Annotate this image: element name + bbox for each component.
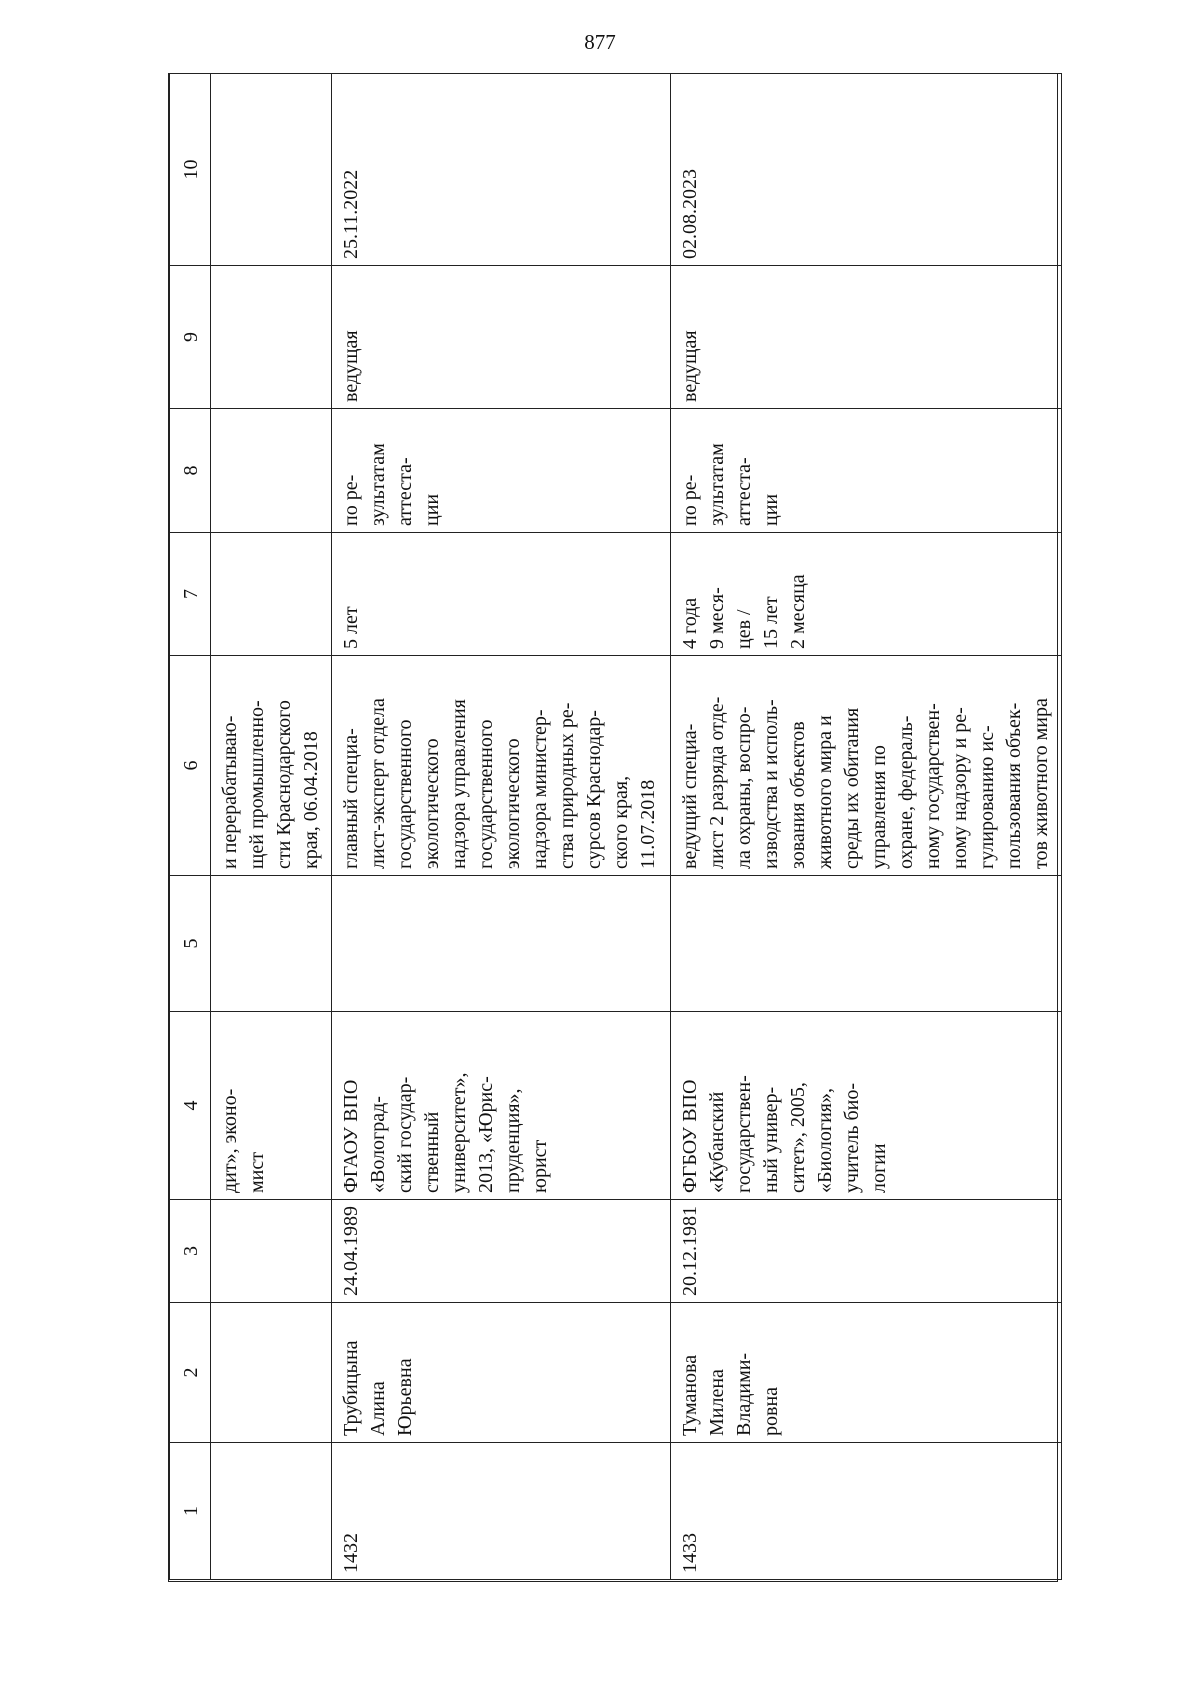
birth-date-cell: 24.04.1989 [332, 1200, 671, 1303]
experience-cell [332, 533, 671, 656]
basis-cell [671, 409, 1062, 533]
row-number-cell: 1433 [671, 1443, 1062, 1580]
column-5-cell [671, 876, 1062, 1012]
cell-line: ФГАОУ ВПО [340, 1079, 362, 1193]
cell-line: аттеста- [394, 457, 416, 526]
cell-line: по ре- [679, 474, 701, 526]
header-cell: 9 [170, 266, 211, 409]
date-cell: 25.11.2022 [332, 74, 671, 266]
cell-line: ному государствен- [922, 703, 944, 869]
cell-line: 2013, «Юрис- [475, 1076, 497, 1193]
cell-line: учитель био- [841, 1082, 863, 1193]
cell-line: сурсов Краснодар- [583, 710, 605, 869]
cell-line: зультатам [367, 443, 389, 526]
cell-line: зультатам [706, 443, 728, 526]
cell-line: 5 лет [340, 606, 362, 649]
date-cell: 02.08.2023 [671, 74, 1062, 266]
cell-line: 4 года [679, 597, 701, 649]
birth-date-cell: 20.12.1981 [671, 1200, 1062, 1303]
cell-line: «Волоград- [367, 1096, 389, 1193]
cell-line: 15 лет [760, 596, 782, 649]
experience-cell [211, 533, 332, 656]
row-number-cell [211, 1443, 332, 1580]
header-row [170, 74, 211, 1580]
header-cell: 8 [170, 409, 211, 533]
cell-line: Владими- [733, 1352, 755, 1436]
cell-line: сти Краснодарского [273, 700, 295, 869]
header-cell: 7 [170, 533, 211, 656]
cell-line: Трубицына [340, 1340, 362, 1436]
cell-line: лист 2 разряда отде- [706, 696, 728, 869]
cell-line: зования объектов [787, 721, 809, 869]
group-cell [211, 266, 332, 409]
cell-line: цев / [733, 609, 755, 649]
cell-line: ФГБОУ ВПО [679, 1079, 701, 1193]
cell-line: 11.07.2018 [637, 779, 659, 869]
cell-line: Алина [367, 1381, 389, 1436]
cell-line: ский государ- [394, 1076, 416, 1193]
cell-line: по ре- [340, 474, 362, 526]
table-row [211, 74, 332, 1580]
cell-line: охране, федераль- [895, 715, 917, 869]
date-cell [211, 74, 332, 266]
full-name-cell [332, 1303, 671, 1443]
cell-line: лист-эксперт отдела [367, 698, 389, 869]
cell-line: «Биология», [814, 1087, 836, 1193]
cell-line: ровна [760, 1386, 782, 1436]
cell-line: 2 месяца [787, 574, 809, 649]
cell-line: государственного [394, 719, 416, 869]
group-cell: ведущая [671, 266, 1062, 409]
cell-line: ный универ- [760, 1086, 782, 1193]
header-cell: 10 [170, 74, 211, 266]
header-cell: 1 [170, 1443, 211, 1580]
cell-line: «Кубанский [706, 1091, 728, 1193]
cell-line: экологического [421, 738, 443, 869]
cell-line: пользования объек- [1003, 702, 1025, 869]
cell-line: логии [868, 1143, 890, 1193]
cell-line: ственный [421, 1111, 443, 1193]
basis-cell [332, 409, 671, 533]
cell-line: тов животного мира [1030, 698, 1052, 869]
cell-line: 9 меся- [706, 587, 728, 649]
cell-line: государствен- [733, 1075, 755, 1193]
experience-cell [671, 533, 1062, 656]
education-cell [211, 1012, 332, 1200]
cell-line: экологического [502, 738, 524, 869]
position-cell [332, 656, 671, 876]
education-cell [332, 1012, 671, 1200]
cell-line: аттеста- [733, 457, 755, 526]
cell-line: ному надзору и ре- [949, 707, 971, 869]
cell-line: юрист [529, 1139, 551, 1193]
rotated-table-body [169, 74, 1056, 1580]
cell-line: гулированию ис- [976, 725, 998, 869]
position-cell [671, 656, 1062, 876]
full-name-cell [671, 1303, 1062, 1443]
cell-line: мист [246, 1152, 268, 1193]
cell-line: и перерабатываю- [219, 715, 241, 869]
cell-line: надзора министер- [529, 709, 551, 869]
column-5-cell [211, 876, 332, 1012]
cell-line: университет», [448, 1072, 470, 1193]
birth-date-cell [211, 1200, 332, 1303]
cell-line: ведущий специа- [679, 723, 701, 869]
cell-line: Туманова [679, 1354, 701, 1436]
cell-line: государственного [475, 719, 497, 869]
table-row [332, 74, 671, 1580]
cell-line: животного мира и [814, 715, 836, 869]
education-cell [671, 1012, 1062, 1200]
cell-line: главный специа- [340, 728, 362, 869]
data-table [169, 73, 1062, 1580]
column-5-cell [332, 876, 671, 1012]
cell-line: среды их обитания [841, 707, 863, 869]
page-number: 877 [584, 30, 616, 54]
cell-line: ции [421, 493, 443, 526]
cell-line: пруденция», [502, 1088, 524, 1193]
cell-line: Милена [706, 1369, 728, 1436]
cell-line: ла охраны, воспро- [733, 706, 755, 869]
basis-cell [211, 409, 332, 533]
group-cell: ведущая [332, 266, 671, 409]
position-cell [211, 656, 332, 876]
cell-line: края, 06.04.2018 [300, 731, 322, 869]
cell-line: надзора управления [448, 699, 470, 869]
header-cell: 5 [170, 876, 211, 1012]
cell-line: дит», эконо- [219, 1088, 241, 1193]
cell-line: ства природных ре- [556, 702, 578, 869]
cell-line: щей промышленно- [246, 700, 268, 869]
cell-line: ского края, [610, 775, 632, 869]
cell-line: Юрьевна [394, 1358, 416, 1436]
header-cell: 6 [170, 656, 211, 876]
header-cell: 3 [170, 1200, 211, 1303]
row-number-cell: 1432 [332, 1443, 671, 1580]
header-cell: 4 [170, 1012, 211, 1200]
personnel-table [168, 73, 1058, 1582]
full-name-cell [211, 1303, 332, 1443]
table-row [671, 74, 1062, 1580]
header-cell: 2 [170, 1303, 211, 1443]
cell-line: ситет», 2005, [787, 1082, 809, 1193]
cell-line: изводства и исполь- [760, 699, 782, 869]
cell-line: ции [760, 493, 782, 526]
cell-line: управления по [868, 745, 890, 869]
